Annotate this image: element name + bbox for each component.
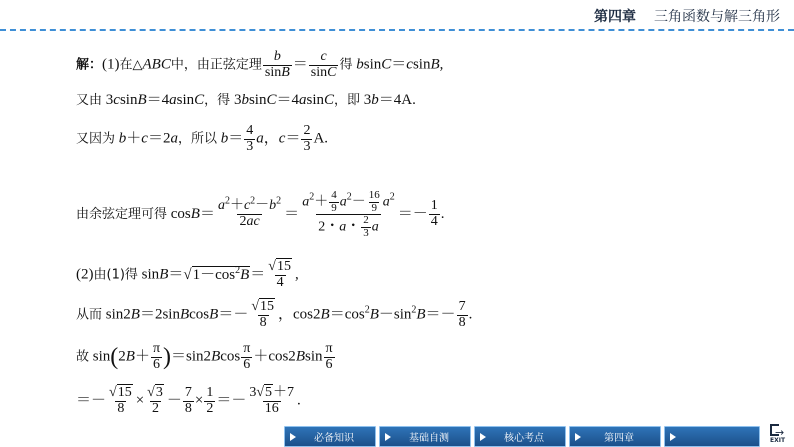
header-divider [0,29,794,31]
nav-button-blank[interactable] [664,426,760,447]
solution-line-2: 又由 3csinB＝4asinC，得 3bsinC＝4asinC，即 3b＝4A. [76,92,416,108]
nav-button-self-test[interactable]: 基础自测 [379,426,471,447]
play-arrow-icon [385,433,391,441]
solution-line-8: ＝－ $\frac{√15}{8}$ × $\frac{√3}{2}$ － $\frac{7}{8}$ × $\frac{1}{2}$ ＝－ $\frac{3√5+7}{16}$ . [76,385,301,416]
solution-line-3: 又因为 b＋c＝2a，所以 b＝ $\frac{4}{3}$ a，c＝ $\frac{2}{3}$ A. [76,123,329,154]
play-arrow-icon [575,433,581,441]
chapter-title [594,6,780,26]
solution-line-7: 故 sin(2B＋ $\frac{\pi}{6}$ )＝sin2Bcos $\frac{\pi}{6}$ ＋cos2Bsin $\frac{\pi}{6}$ [76,341,333,372]
solution-line-4: 由余弦定理可得 cosB＝ $\frac{a^2+c^2-b^2}{2ac}$ ＝ $a^2+$ $\frac{4}{9}$ $a^2-$ $\frac{16}{9}$ $a^2$ 2・a・ $\frac{2}{3}$ a ＝－ $\frac{1}{4}$ . [76,189,445,239]
nav-button-core-points[interactable]: 核心考点 [474,426,566,447]
nav-button-essential-knowledge[interactable]: 必备知识 [284,426,376,447]
solution-line-5: (2)由(1)得 $\sin B=√1-\cos^2B=$ $\frac{√15}{4}$ , [76,259,299,290]
solution-line-6: 从而 sin2B＝2sinBcosB＝－ $\frac{√15}{8}$ ，$\cos 2B=\cos^2B-\sin^2B=-$ $\frac{7}{8}$ . [76,299,473,330]
nav-button-chapter[interactable]: 第四章 [569,426,661,447]
play-arrow-icon [670,433,676,441]
chapter-number: 第四章 [594,9,636,25]
exit-button[interactable]: → EXIT [770,426,786,444]
play-arrow-icon [480,433,486,441]
header [0,0,794,30]
solution-line-1: 解：(1)在△ABC中，由正弦定理 $\frac{b}{\sin B}$ ＝ $\frac{c}{\sin C}$ 得 bsinC＝csinB, [76,49,444,80]
play-arrow-icon [290,433,296,441]
chapter-name: 三角函数与解三角形 [654,9,780,25]
solution-label: 解： [76,57,103,73]
